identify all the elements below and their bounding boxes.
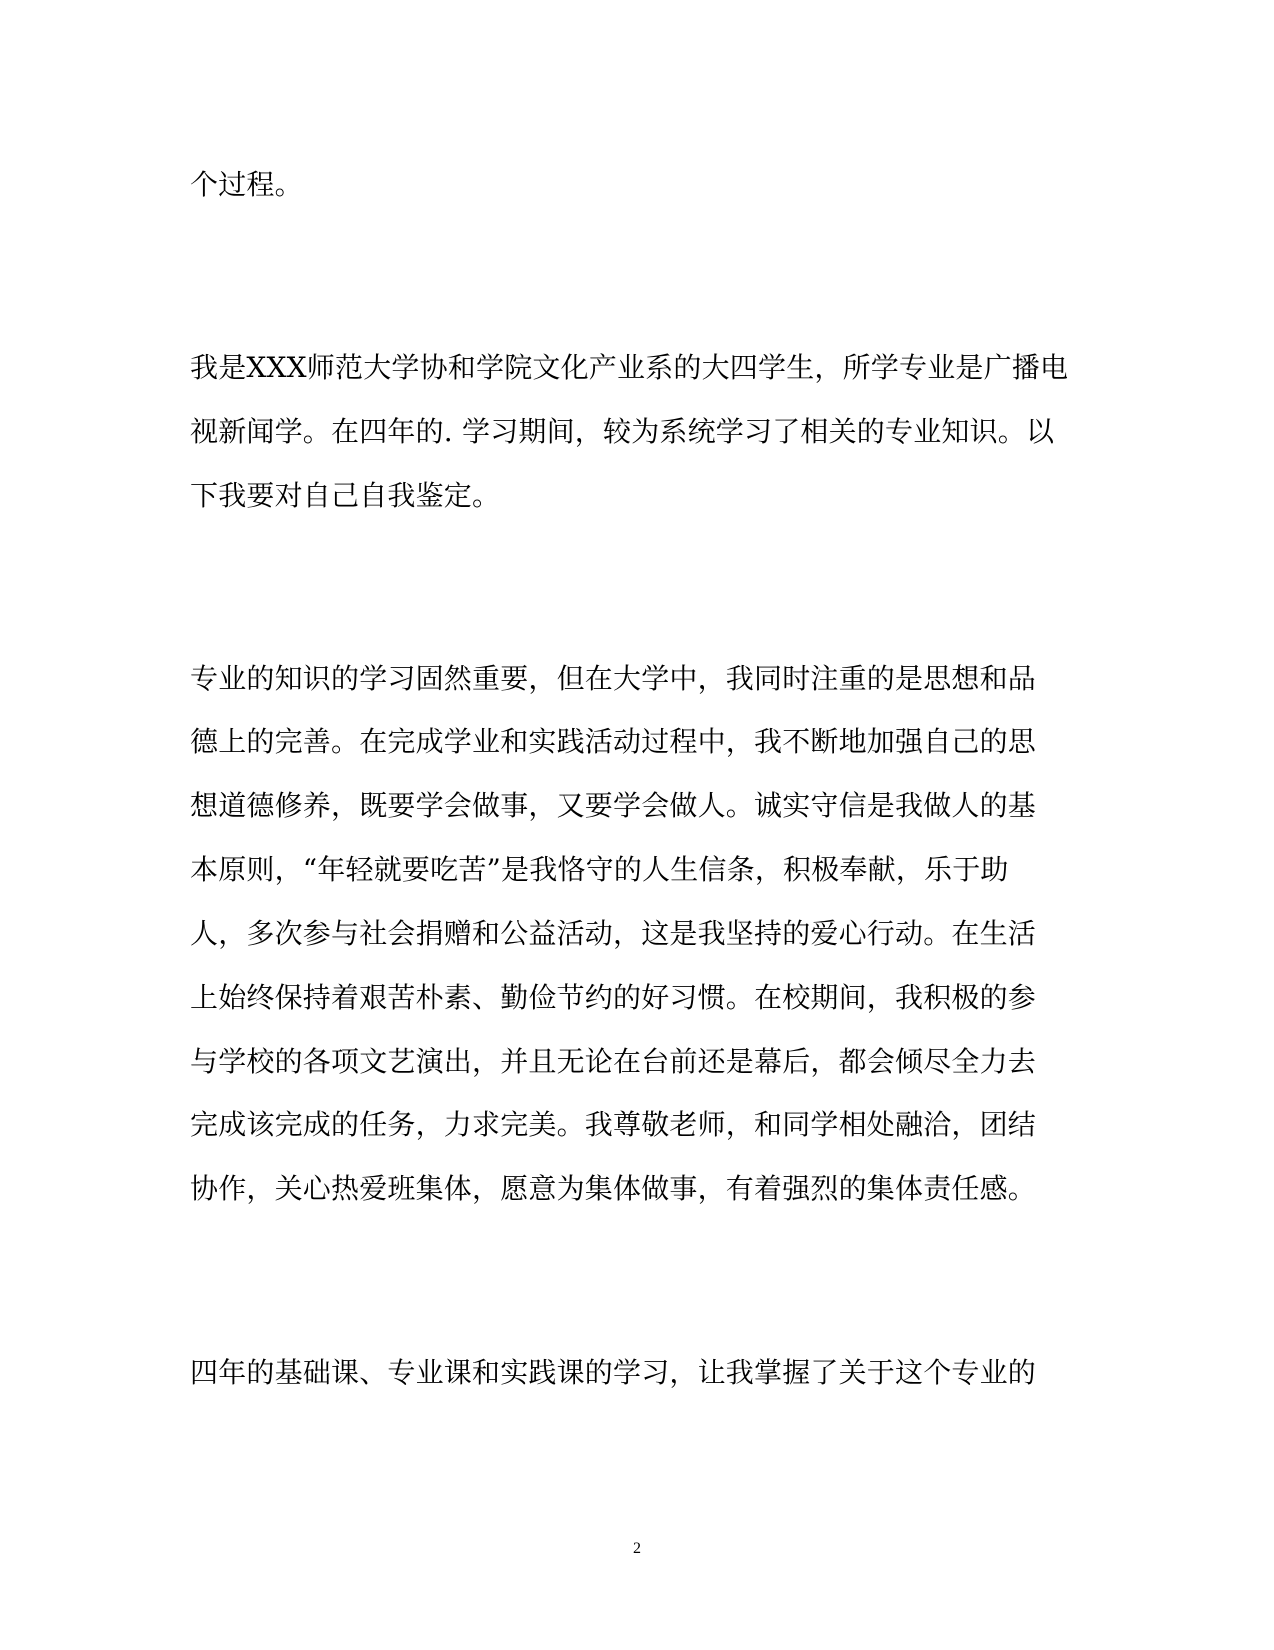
paragraph-3-line-4: 本原则，“年轻就要吃苦”是我恪守的人生信条，积极奉献，乐于助 bbox=[190, 853, 1009, 886]
paragraph-1-line-1: 个过程。 bbox=[190, 168, 303, 201]
paragraph-3-line-5: 人，多次参与社会捐赠和公益活动，这是我坚持的爱心行动。在生活 bbox=[190, 917, 1037, 950]
paragraph-2-line-1: 我是XXX师范大学协和学院文化产业系的大四学生，所学专业是广播电 bbox=[190, 351, 1069, 384]
paragraph-3-line-6: 上始终保持着艰苦朴素、勤俭节约的好习惯。在校期间，我积极的参 bbox=[190, 981, 1037, 1014]
paragraph-3-line-8: 完成该完成的任务，力求完美。我尊敬老师，和同学相处融洽，团结 bbox=[190, 1108, 1037, 1141]
paragraph-3-line-9: 协作，关心热爱班集体，愿意为集体做事，有着强烈的集体责任感。 bbox=[190, 1172, 1037, 1205]
paragraph-3-line-7: 与学校的各项文艺演出，并且无论在台前还是幕后，都会倾尽全力去 bbox=[190, 1045, 1037, 1078]
paragraph-2-line-3: 下我要对自己自我鉴定。 bbox=[190, 479, 501, 512]
paragraph-4-line-1: 四年的基础课、专业课和实践课的学习，让我掌握了关于这个专业的 bbox=[190, 1356, 1037, 1389]
paragraph-2-line-2: 视新闻学。在四年的. 学习期间，较为系统学习了相关的专业知识。以 bbox=[190, 415, 1055, 448]
page-number: 2 bbox=[633, 1540, 641, 1557]
paragraph-3-line-2: 德上的完善。在完成学业和实践活动过程中，我不断地加强自己的思 bbox=[190, 725, 1037, 758]
paragraph-3-line-1: 专业的知识的学习固然重要，但在大学中，我同时注重的是思想和品 bbox=[190, 662, 1037, 695]
paragraph-3-line-3: 想道德修养，既要学会做事，又要学会做人。诚实守信是我做人的基 bbox=[190, 789, 1037, 822]
